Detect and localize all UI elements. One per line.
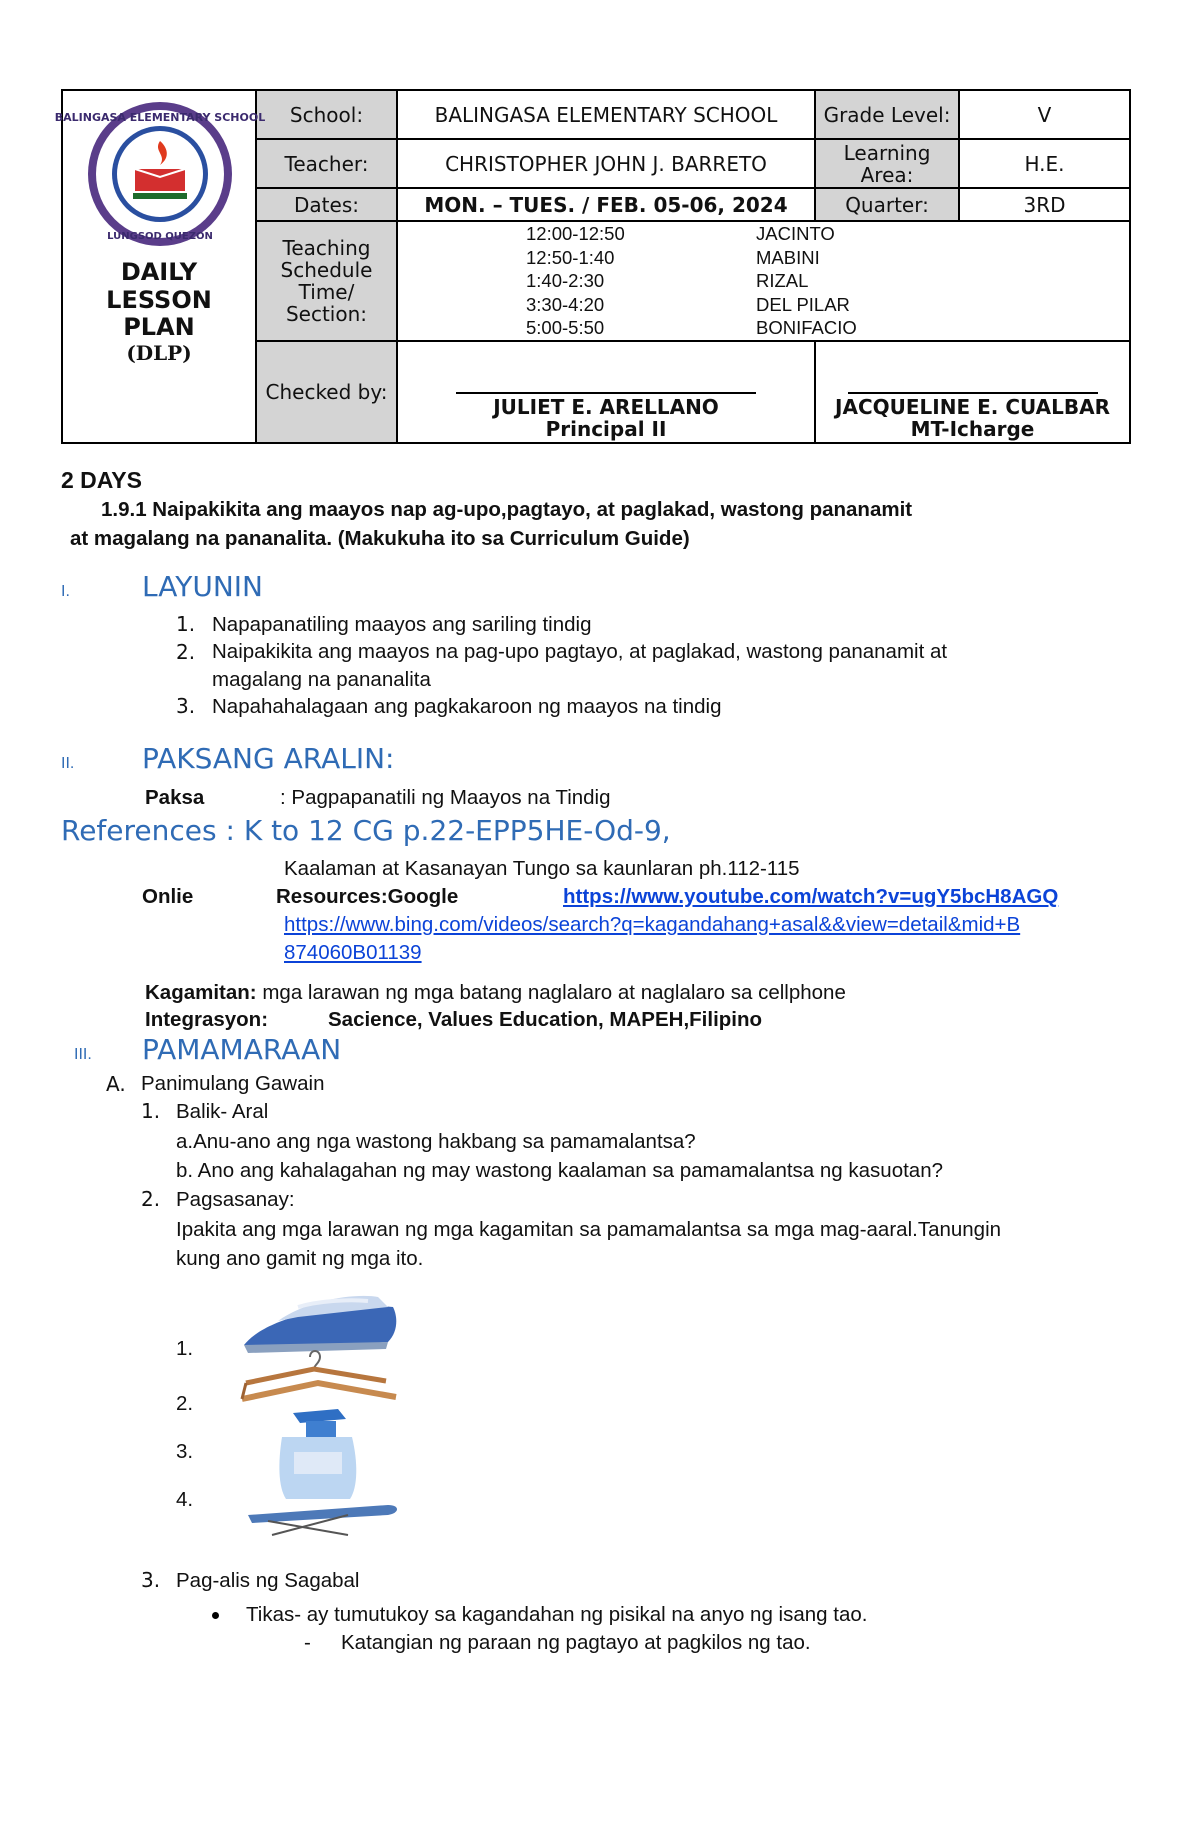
days-heading: 2 DAYS [61,467,142,493]
lesson-header-table [54,89,1131,444]
schedule-section: BONIFACIO [756,317,857,338]
schedule-time: 12:50-1:40 [526,246,615,268]
logo-text-top: BALINGASA ELEMENTARY SCHOOL [54,111,266,124]
review-question-b: b. Ano ang kahalagahan ng may wastong kaalaman sa pamamalantsa ng kasuotan? [176,1159,943,1182]
section1-numeral: I. [61,583,70,600]
obj2-text-cont: magalang na pananalita [212,668,431,691]
obj3-number: 3. [176,694,196,718]
pic-number-1: 1. [176,1337,194,1360]
references-heading: References : K to 12 CG p.22-EPP5HE-Od-9, [61,814,671,847]
obj2-number: 2. [176,640,196,664]
quarter-label: Quarter: [815,188,959,221]
school-label: School: [256,90,397,139]
integrasyon-value: Sacience, Values Education, MAPEH,Filipino [328,1008,763,1031]
pic-number-3: 3. [176,1440,194,1463]
signer2-name: JACQUELINE E. CUALBAR [835,394,1110,419]
online-label: Onlie [142,885,194,908]
section2-numeral: II. [61,755,75,772]
schedule-time: 1:40-2:30 [526,270,605,291]
logo-text-bottom: LUNGSOD QUEZON [107,231,213,242]
schedule-list [398,222,1129,340]
quarter-value: 3RD [959,188,1130,221]
schedule-section: JACINTO [756,223,835,244]
flat-iron-icon [244,1296,396,1353]
competency-line1: 1.9.1 Naipakikita ang maayos nap ag-upo,pagtayo, at paglakad, wastong pananamit [101,498,913,521]
section3-numeral: III. [74,1046,92,1063]
dlp-title-line1: DAILY [120,258,198,286]
schedule-time: 5:00-5:50 [526,317,605,338]
dlp-logo-cell [54,90,266,443]
schedule-section: DEL PILAR [756,293,850,315]
signer2-cell [815,341,1130,443]
checked-label: Checked by: [256,341,397,443]
schedule-section: MABINI [756,246,820,268]
school-logo [54,99,266,249]
part-a-label: A. [106,1072,126,1096]
school-value: BALINGASA ELEMENTARY SCHOOL [397,90,815,139]
paksa-value: : Pagpapanatili ng Maayos na Tindig [280,786,611,809]
resources-label: Resources:Google [276,885,459,908]
bing-link[interactable]: https://www.bing.com/videos/search?q=kagandahang+asal&&view=detail&mid+B [284,913,1021,936]
schedule-cell [397,221,1130,341]
dash-icon: - [304,1631,311,1654]
section3-title: PAMAMARAAN [142,1033,342,1066]
signer2-line [848,392,1098,394]
dates-value: MON. – TUES. / FEB. 05-06, 2024 [397,188,815,221]
section2-title: PAKSANG ARALIN: [142,742,395,775]
bing-link-cont[interactable]: 874060B01139 [284,941,422,964]
obj3-text: Napahahalagaan ang pagkakaroon ng maayos na tindig [212,695,722,718]
paksa-label: Paksa [145,786,205,809]
references-book: Kaalaman at Kasanayan Tungo sa kaunlaran ph.112-115 [284,857,800,880]
signer2-role: MT-Icharge [910,416,1035,441]
hanger-icon [242,1351,396,1399]
signer1-name: JULIET E. ARELLANO [493,394,719,419]
kagamitan-label: Kagamitan: [145,981,257,1004]
schedule-label: Teaching Schedule Time/ Section: [256,221,397,341]
signer1-role: Principal II [545,416,667,441]
signer1-cell [397,341,815,443]
ironing-board-icon [248,1505,397,1535]
integrasyon-label: Integrasyon: [145,1008,269,1031]
step2-desc-2: kung ano gamit ng mga ito. [176,1247,424,1270]
section1-title: LAYUNIN [142,570,263,603]
step3-number: 3. [141,1568,161,1592]
kagamitan-value: mga larawan ng mga batang naglalaro at naglalaro sa cellphone [256,981,846,1004]
step2-text: Pagsasanay: [176,1188,295,1211]
ironing-tools-images [238,1287,403,1537]
area-value: H.E. [959,139,1130,188]
step1-number: 1. [141,1099,161,1123]
review-question-a: a.Anu-ano ang nga wastong hakbang sa pamamalantsa? [176,1130,696,1153]
obj2-text: Naipakikita ang maayos na pag-upo pagtayo, at paglakad, wastong pananamit at [212,640,948,663]
youtube-link[interactable]: https://www.youtube.com/watch?v=ugY5bcH8AGQ [563,885,1059,908]
bullet1-text: Tikas- ay tumutukoy sa kagandahan ng pisikal na anyo ng isang tao. [246,1603,868,1626]
area-label: Learning Area: [815,139,959,188]
part-a-text: Panimulang Gawain [141,1072,325,1095]
step1-text: Balik- Aral [176,1100,269,1123]
schedule-time: 3:30-4:20 [526,293,605,315]
kagamitan-line [145,979,846,1006]
grade-label: Grade Level: [815,90,959,139]
pic-number-2: 2. [176,1392,194,1415]
pic-number-4: 4. [176,1488,194,1511]
dlp-abbr: (DLP) [126,340,192,365]
dash1-text: Katangian ng paraan ng pagtayo at pagkilos ng tao. [341,1631,811,1654]
step2-number: 2. [141,1187,161,1211]
step2-desc-1: Ipakita ang mga larawan ng mga kagamitan sa pamamalantsa sa mga mag-aaral.Tanungin [176,1218,1002,1241]
signer1-line [456,392,756,394]
step3-text: Pag-alis ng Sagabal [176,1569,360,1592]
competency-line2: at magalang na pananalita. (Makukuha ito sa Curriculum Guide) [70,527,690,550]
obj1-number: 1. [176,612,196,636]
dlp-title-line3: PLAN [123,313,195,342]
obj1-text: Napapanatiling maayos ang sariling tindig [212,613,592,636]
grade-value: V [959,90,1130,139]
dates-label: Dates: [256,188,397,221]
teacher-label: Teacher: [256,139,397,188]
teacher-value: CHRISTOPHER JOHN J. BARRETO [397,139,815,188]
schedule-section: RIZAL [756,270,809,291]
dlp-title-line2: LESSON [106,285,212,314]
bullet-icon [212,1612,219,1619]
schedule-time: 12:00-12:50 [526,223,625,244]
spray-bottle-icon [279,1409,356,1499]
